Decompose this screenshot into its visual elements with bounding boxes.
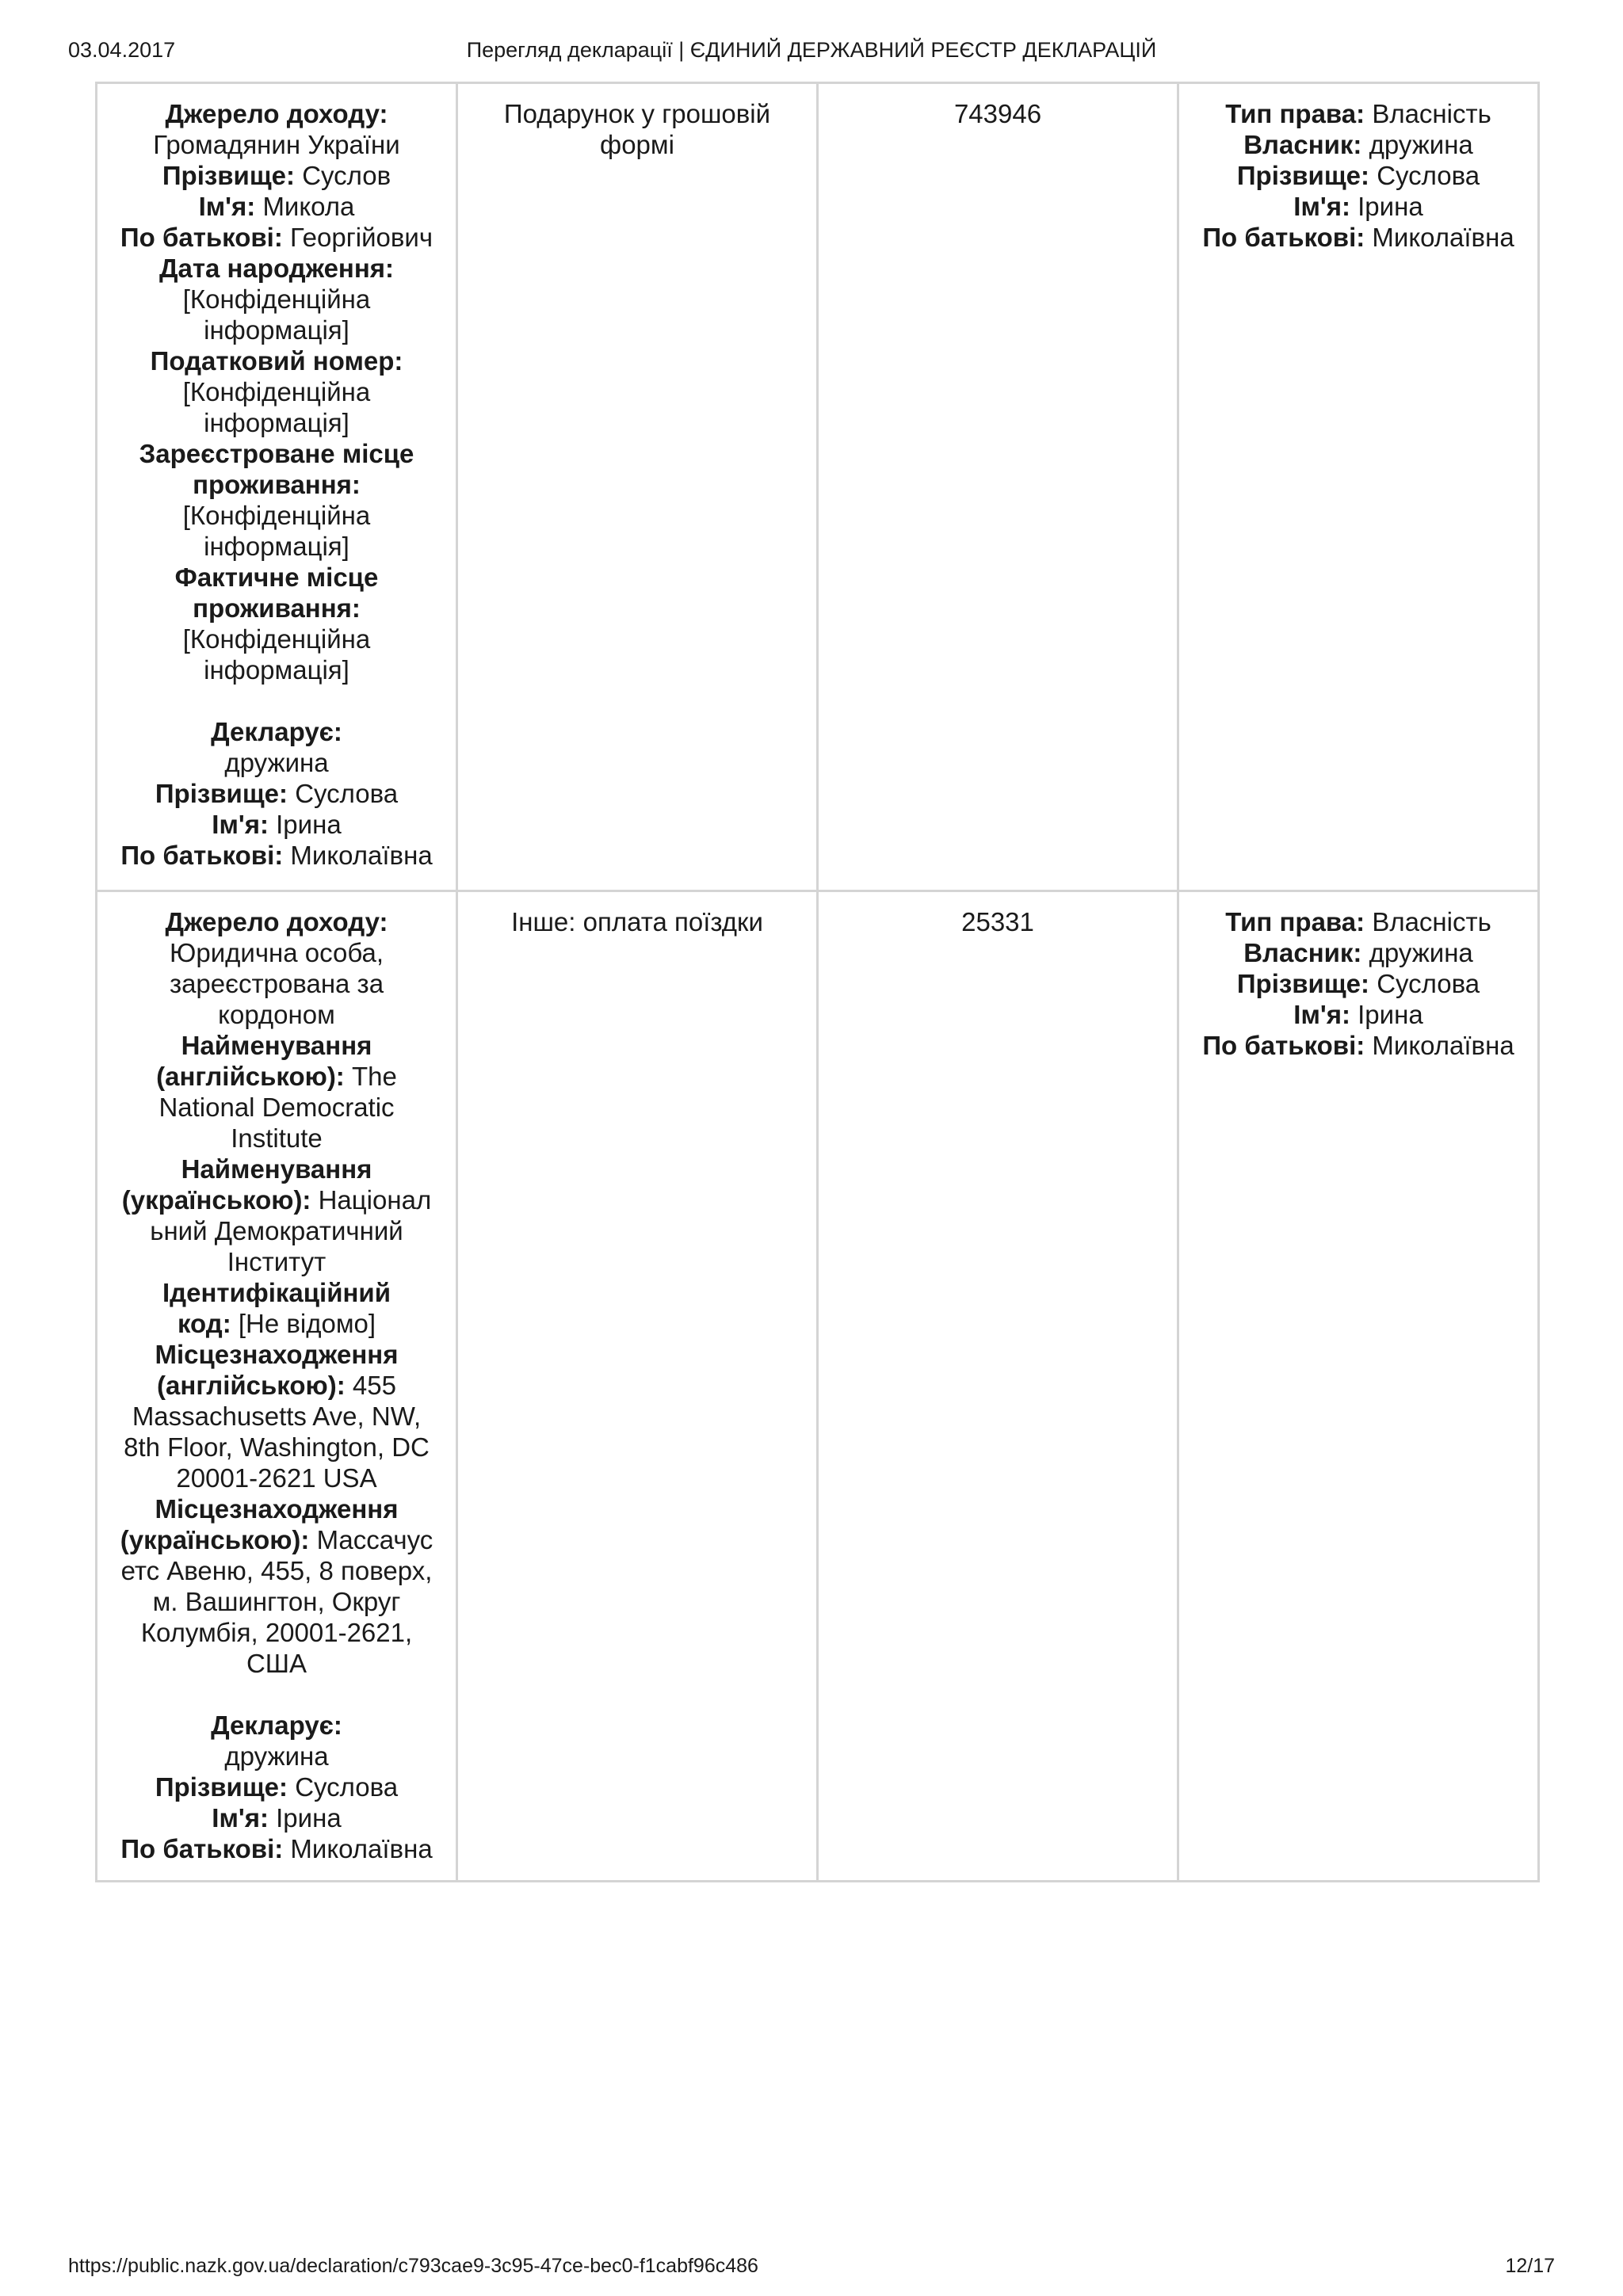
source-line: Джерело доходу:	[165, 99, 388, 128]
source-line: Місцезнаходження	[155, 1340, 399, 1369]
source-line: Найменування	[181, 1031, 372, 1060]
source-line: Інститут	[227, 1247, 327, 1276]
declarant-line: Ім'я: Ірина	[212, 1803, 342, 1833]
page-number: 12/17	[1505, 2255, 1555, 2277]
source-line: проживання:	[193, 470, 361, 499]
ownership-cell	[1178, 891, 1539, 1882]
source-line: Джерело доходу:	[165, 907, 388, 936]
source-line: Місцезнаходження	[155, 1494, 399, 1524]
source-line: [Конфіденційна	[182, 377, 371, 406]
source-line: кордоном	[218, 1000, 335, 1029]
income-type-line: Інше: оплата поїздки	[511, 907, 763, 936]
declarant-line: Ім'я: Ірина	[212, 810, 342, 839]
income-amount-cell	[818, 83, 1178, 891]
income-type-cell	[457, 891, 818, 1882]
income-table	[95, 82, 1540, 1882]
ownership-line: По батькові: Миколаївна	[1202, 223, 1514, 252]
source-line: [Конфіденційна	[182, 501, 371, 530]
source-line: [Конфіденційна	[182, 624, 371, 654]
source-line: Ім'я: Микола	[198, 192, 355, 221]
source-line: Прізвище: Суслов	[162, 161, 391, 190]
source-line: Колумбія, 20001-2621,	[140, 1618, 413, 1647]
page-footer	[68, 2255, 1555, 2286]
source-line: (англійською): 455	[157, 1371, 396, 1400]
source-line: інформація]	[204, 315, 349, 345]
source-line: Ідентифікаційний	[162, 1278, 391, 1307]
source-line: м. Вашингтон, Округ	[152, 1587, 401, 1616]
source-line: ьний Демократичний	[150, 1216, 403, 1245]
source-line: [Конфіденційна	[182, 284, 371, 314]
declarant-line: По батькові: Миколаївна	[120, 1834, 433, 1863]
page-title: Перегляд декларації | ЄДИНИЙ ДЕРЖАВНИЙ РЕЄСТР ДЕКЛАРАЦІЙ	[466, 38, 1157, 62]
table-row	[97, 891, 1539, 1882]
source-line: Дата народження:	[158, 254, 395, 283]
ownership-line: Тип права: Власність	[1225, 907, 1491, 936]
income-type-cell	[457, 83, 818, 891]
source-line: проживання:	[193, 593, 361, 623]
source-line: Найменування	[181, 1154, 372, 1184]
declarant-line: Прізвище: Суслова	[155, 779, 399, 808]
ownership-cell	[1178, 83, 1539, 891]
source-line: Institute	[231, 1123, 323, 1153]
source-line: Громадянин України	[153, 130, 400, 159]
source-line: Податковий номер:	[150, 346, 403, 376]
source-line: код: [Не відомо]	[177, 1309, 376, 1338]
income-amount-cell	[818, 891, 1178, 1882]
ownership-line: Прізвище: Суслова	[1236, 161, 1480, 190]
source-line: По батькові: Георгійович	[120, 223, 433, 252]
source-line: National Democratic	[158, 1093, 395, 1122]
declarant-line: По батькові: Миколаївна	[120, 841, 433, 870]
source-line: етс Авеню, 455, 8 поверх,	[120, 1556, 433, 1585]
source-line: інформація]	[204, 532, 349, 561]
page-header	[68, 38, 1555, 70]
declarant-line: Декларує:	[211, 1711, 342, 1740]
income-amount: 25331	[961, 907, 1034, 936]
declarant-line: Прізвище: Суслова	[155, 1772, 399, 1802]
source-line: Зареєстроване місце	[139, 439, 414, 468]
source-line: (українською): Массачус	[120, 1525, 433, 1554]
ownership-line: По батькові: Миколаївна	[1202, 1031, 1514, 1060]
income-source-cell	[97, 83, 457, 891]
ownership-line: Власник: дружина	[1243, 938, 1473, 967]
declarant-line: Декларує:	[211, 717, 342, 746]
ownership-line: Власник: дружина	[1243, 130, 1473, 159]
ownership-line: Ім'я: Ірина	[1293, 1000, 1423, 1029]
print-date: 03.04.2017	[68, 38, 176, 62]
source-line: інформація]	[204, 408, 349, 437]
source-line: 8th Floor, Washington, DC	[124, 1432, 430, 1462]
ownership-line: Тип права: Власність	[1225, 99, 1491, 128]
source-line: Юридична особа,	[170, 938, 384, 967]
income-type-line: формі	[600, 130, 674, 159]
declarant-line: дружина	[224, 748, 329, 777]
source-line: США	[246, 1649, 307, 1678]
source-line: інформація]	[204, 655, 349, 685]
source-line: Фактичне місце	[174, 563, 379, 592]
source-line: Massachusetts Ave, NW,	[132, 1402, 422, 1431]
source-line: (українською): Націонал	[121, 1185, 432, 1215]
source-line: 20001-2621 USA	[176, 1463, 377, 1493]
source-line: (англійською): The	[156, 1062, 397, 1091]
source-line: зареєстрована за	[169, 969, 384, 998]
page-url: https://public.nazk.gov.ua/declaration/c793cae9-3c95-47ce-bec0-f1cabf96c486	[68, 2255, 758, 2277]
income-type-line: Подарунок у грошовій	[503, 99, 771, 128]
ownership-line: Прізвище: Суслова	[1236, 969, 1480, 998]
table-row	[97, 83, 1539, 891]
declarant-line: дружина	[224, 1741, 329, 1771]
income-amount: 743946	[953, 99, 1042, 128]
ownership-line: Ім'я: Ірина	[1293, 192, 1423, 221]
income-source-cell	[97, 891, 457, 1882]
